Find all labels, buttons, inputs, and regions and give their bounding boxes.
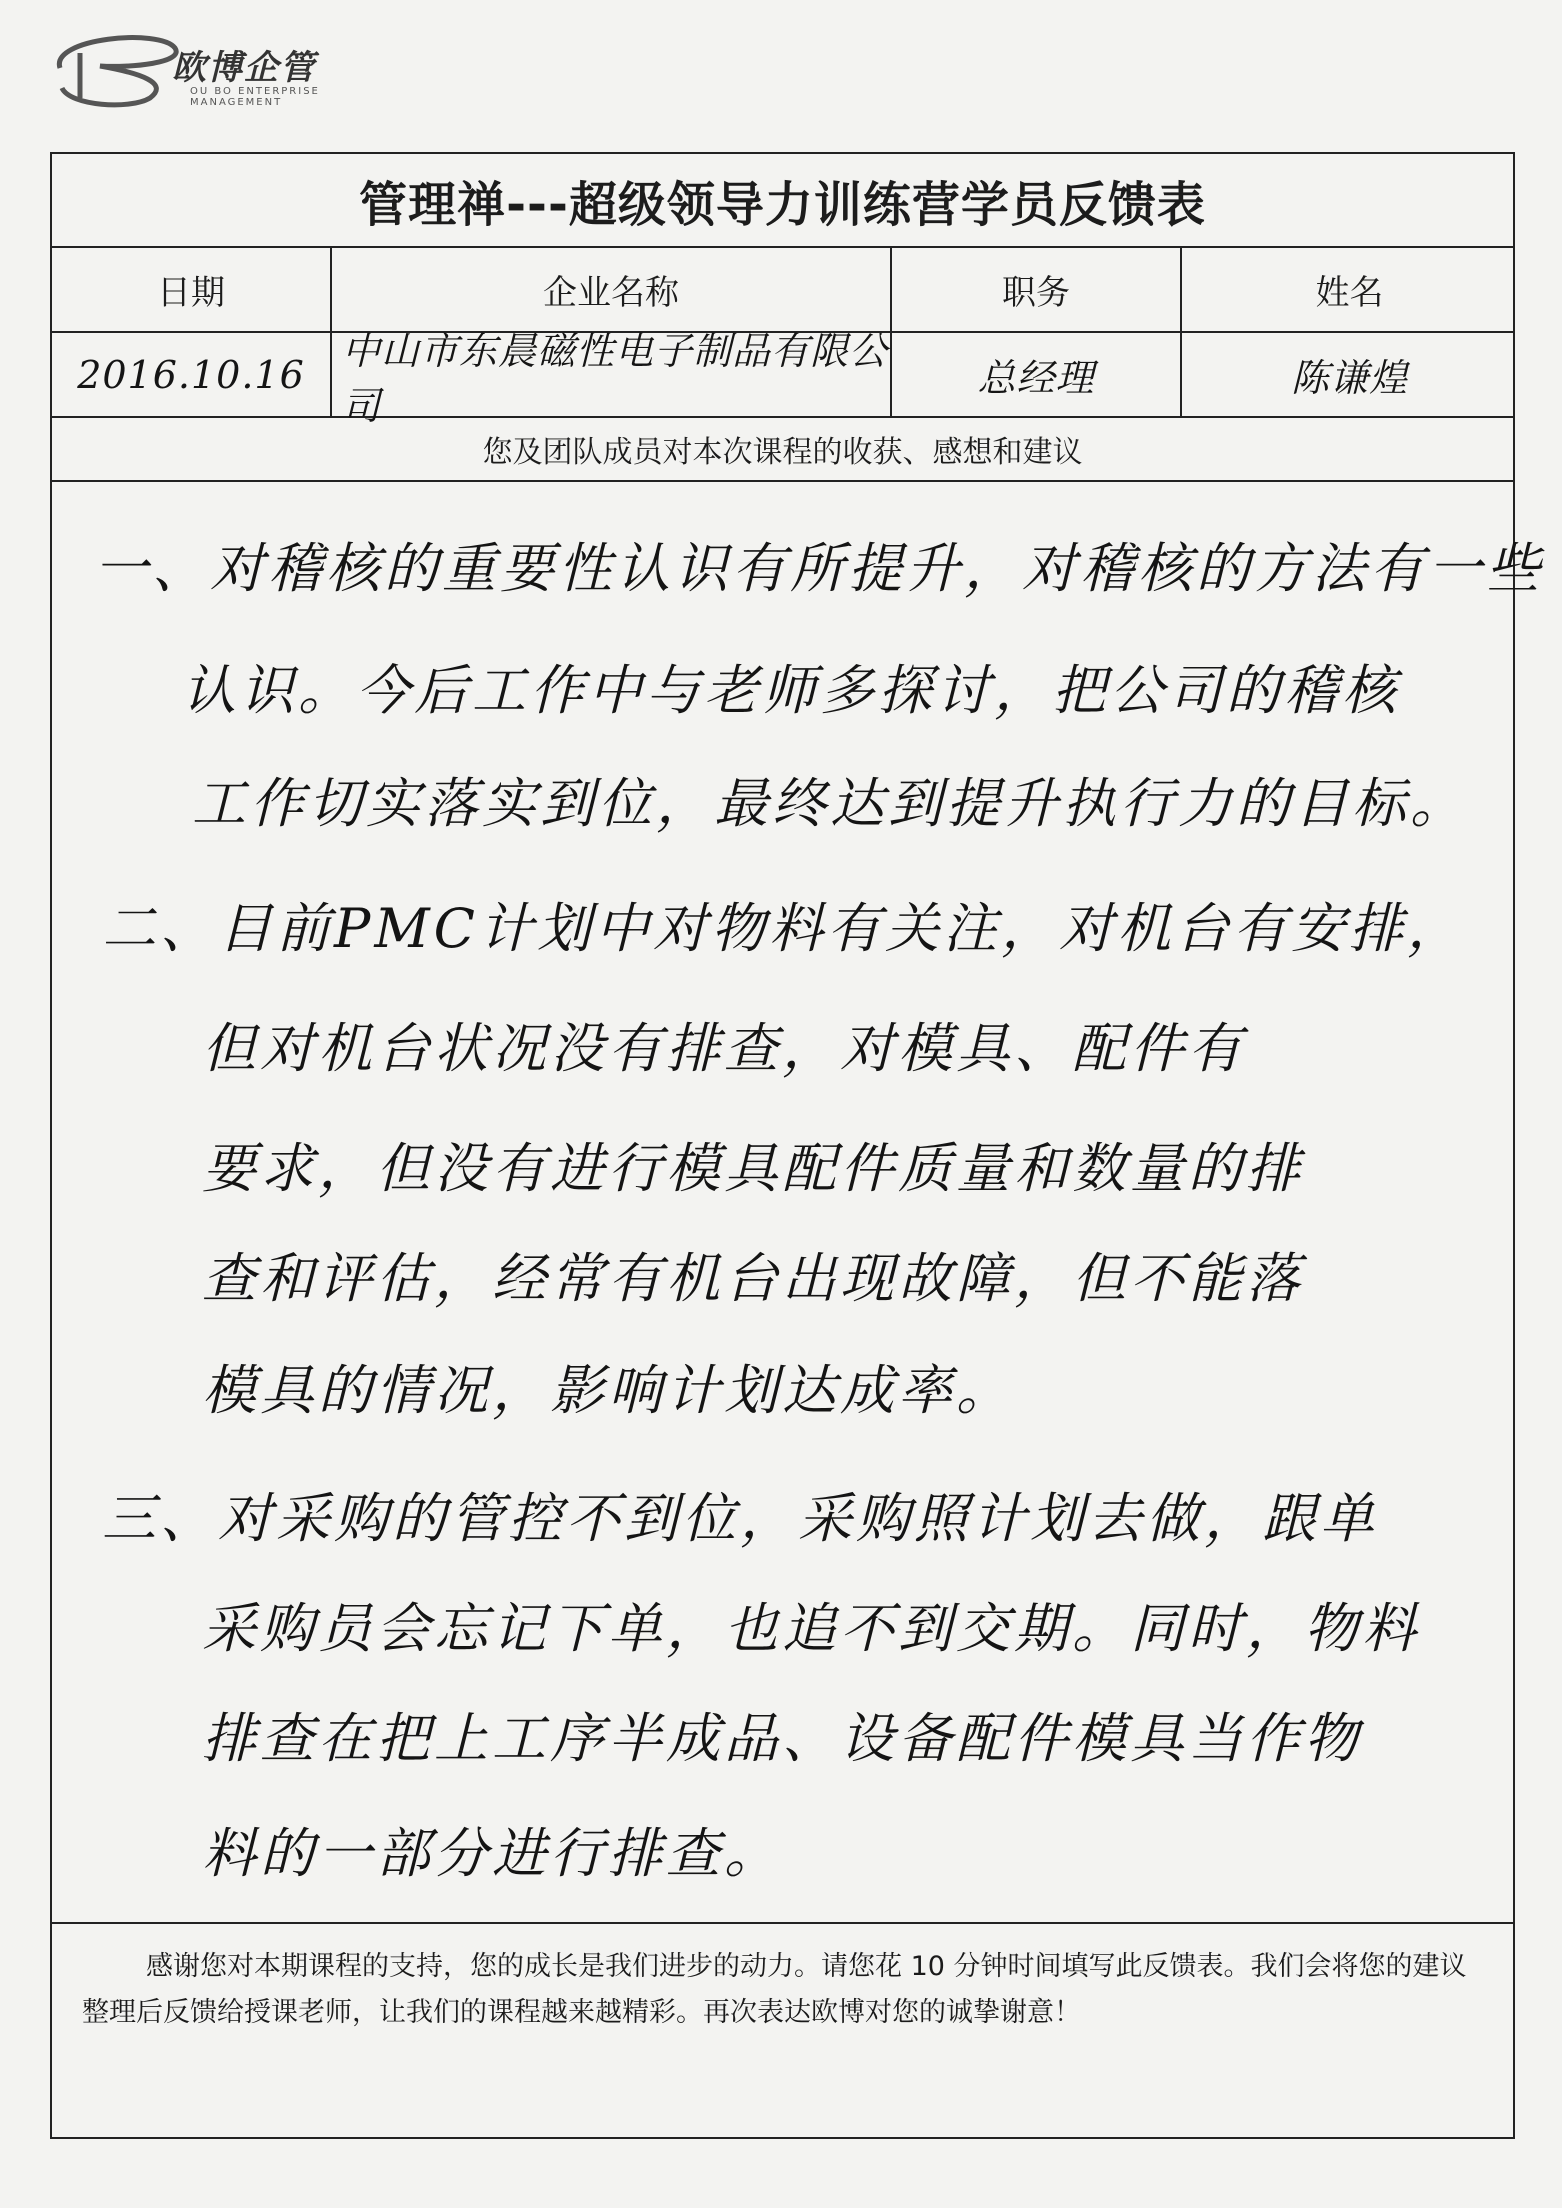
company-logo [40,28,360,108]
value-row [52,328,1513,428]
feedback-line: 料的一部分进行排查。 [202,1822,782,1885]
feedback-line: 模具的情况，影响计划达成率。 [202,1359,1014,1422]
feedback-body [52,482,1544,1924]
feedback-line: 工作切实落实到位，最终达到提升执行力的目标。 [192,772,1468,835]
feedback-line: 二、目前PMC计划中对物料有关注，对机台有安排， [102,897,1465,960]
date-value: 2016.10.16 [52,333,332,416]
logo-swoosh-icon [40,28,190,108]
header-company: 企业名称 [332,248,892,331]
feedback-line: 查和评估，经常有机台出现故障，但不能落 [202,1247,1304,1310]
logo-subtitle: OU BO ENTERPRISE MANAGEMENT [190,86,320,108]
form-title: 管理禅---超级领导力训练营学员反馈表 [52,154,1513,248]
header-name: 姓名 [1315,273,1384,313]
footer-note [82,1944,1492,2036]
feedback-line: 认识。今后工作中与老师多探讨，把公司的稽核 [182,659,1400,722]
name-value: 陈谦煌 [1290,356,1408,400]
position-value: 总经理 [892,333,1182,416]
question-prompt: 您及团队成员对本次课程的收获、感想和建议 [52,418,1513,482]
feedback-line: 一、对稽核的重要性认识有所提升，对稽核的方法有一些 [94,537,1544,600]
feedback-form [50,152,1544,2139]
company-value: 中山市东晨磁性电子制品有限公司 [332,333,892,416]
logo-brand-text: 欧博企管 [172,48,316,88]
feedback-line: 采购员会忘记下单，也追不到交期。同时，物料 [202,1597,1420,1660]
feedback-line: 三、对采购的管控不到位，采购照计划去做，跟单 [102,1487,1378,1550]
feedback-line: 排查在把上工序半成品、设备配件模具当作物 [202,1707,1362,1770]
feedback-line: 要求，但没有进行模具配件质量和数量的排 [202,1137,1304,1200]
header-position: 职务 [892,248,1182,331]
header-date: 日期 [52,248,332,331]
footer-text: 感谢您对本期课程的支持，您的成长是我们进步的动力。请您花 10 分钟时间填写此反馈表。我们会将您的建议整理后反馈给授课老师，让我们的课程越来越精彩。再次表达欧博对您的诚挚谢意！ [82,1951,1467,2028]
feedback-line: 但对机台状况没有排查，对模具、配件有 [202,1017,1246,1080]
